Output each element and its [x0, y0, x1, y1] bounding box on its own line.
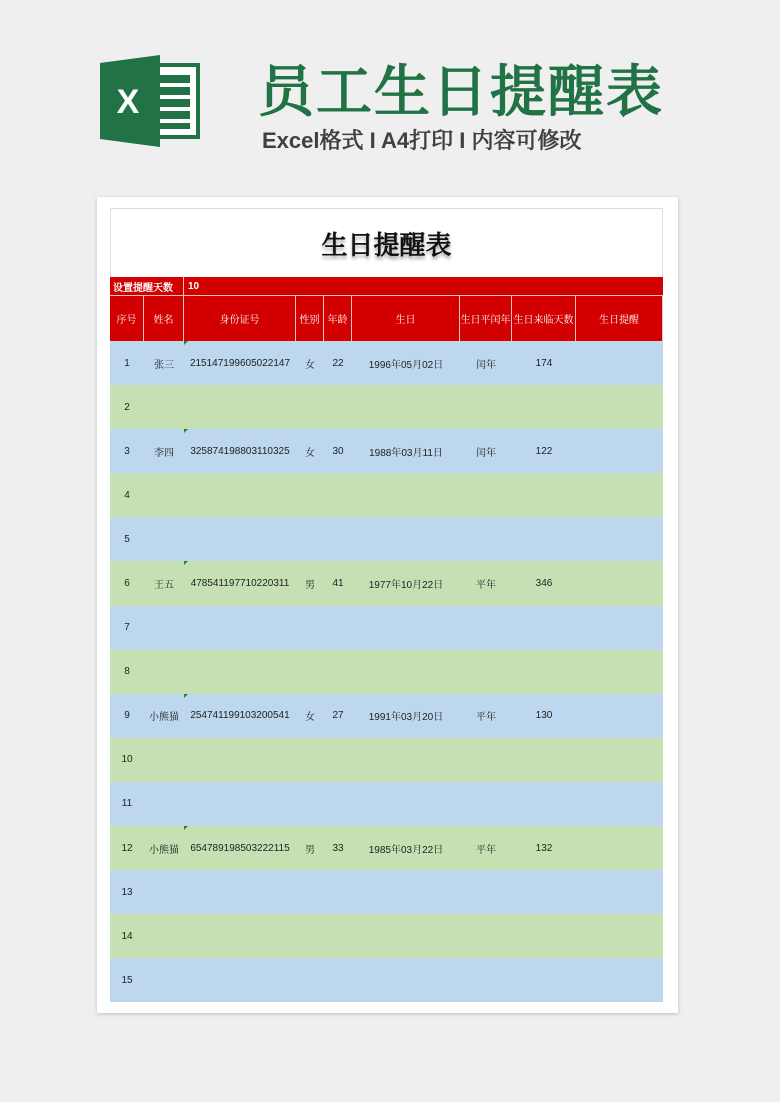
cell-birthday[interactable]: [352, 561, 460, 605]
cell-leap[interactable]: [460, 473, 512, 517]
table-body: [110, 341, 663, 1002]
cell-age[interactable]: [324, 958, 352, 1002]
cell-sex[interactable]: [296, 341, 324, 385]
cell-sex[interactable]: [296, 826, 324, 870]
cell-leap[interactable]: [460, 738, 512, 782]
cell-days[interactable]: [512, 429, 576, 473]
cell-leap[interactable]: [460, 914, 512, 958]
cell-days[interactable]: [512, 473, 576, 517]
cell-birthday[interactable]: [352, 606, 460, 650]
cell-no[interactable]: [110, 429, 144, 473]
table-row: [110, 341, 663, 385]
cell-text: 11: [121, 798, 133, 810]
cell-remind[interactable]: [576, 958, 663, 1002]
cell-name[interactable]: [144, 341, 184, 385]
cell-birthday[interactable]: [352, 341, 460, 385]
cell-remind[interactable]: [576, 738, 663, 782]
cell-no[interactable]: [110, 914, 144, 958]
table-row: [110, 826, 663, 870]
cell-text: 5: [124, 533, 130, 545]
cell-no[interactable]: [110, 694, 144, 738]
cell-age[interactable]: [324, 650, 352, 694]
table-row: [110, 782, 663, 826]
cell-name[interactable]: [144, 517, 184, 561]
cell-remind[interactable]: [576, 341, 663, 385]
cell-text: 男: [305, 580, 315, 592]
cell-text: 1977年10月22日: [368, 580, 444, 592]
cell-no[interactable]: [110, 958, 144, 1002]
cell-sex[interactable]: [296, 870, 324, 914]
cell-id[interactable]: [184, 429, 296, 473]
cell-days[interactable]: [512, 738, 576, 782]
cell-text: 闰年: [476, 447, 496, 459]
cell-sex[interactable]: [296, 606, 324, 650]
sheet-title: 生日提醒表: [110, 208, 663, 277]
cell-text: 30: [332, 445, 344, 457]
cell-sex[interactable]: [296, 914, 324, 958]
cell-days[interactable]: [512, 870, 576, 914]
cell-age[interactable]: [324, 473, 352, 517]
column-header: 生日来临天数: [512, 296, 576, 341]
cell-remind[interactable]: [576, 517, 663, 561]
cell-age[interactable]: [324, 782, 352, 826]
cell-age[interactable]: [324, 385, 352, 429]
table-row: [110, 561, 663, 605]
cell-text: 平年: [476, 844, 496, 856]
cell-leap[interactable]: [460, 341, 512, 385]
spreadsheet-preview: [97, 197, 678, 1013]
cell-text: 平年: [476, 580, 496, 592]
cell-leap[interactable]: [460, 650, 512, 694]
cell-text: 2: [124, 401, 130, 413]
cell-sex[interactable]: [296, 473, 324, 517]
cell-text: 9: [124, 710, 130, 722]
cell-leap[interactable]: [460, 385, 512, 429]
cell-text: 1988年03月11日: [369, 447, 443, 459]
cell-birthday[interactable]: [352, 738, 460, 782]
cell-no[interactable]: [110, 606, 144, 650]
cell-remind[interactable]: [576, 606, 663, 650]
cell-text: 215147199605022147: [189, 357, 291, 369]
cell-sex[interactable]: [296, 738, 324, 782]
cell-text: 174: [535, 357, 553, 369]
cell-text: 22: [332, 357, 344, 369]
cell-days[interactable]: [512, 341, 576, 385]
cell-remind[interactable]: [576, 694, 663, 738]
column-header: 年龄: [324, 296, 352, 341]
table-row: [110, 429, 663, 473]
cell-id[interactable]: [184, 826, 296, 870]
cell-id[interactable]: [184, 517, 296, 561]
cell-text: 闰年: [476, 359, 496, 371]
cell-text: 478541197710220311: [190, 578, 290, 590]
cell-age[interactable]: [324, 826, 352, 870]
cell-text: 8: [124, 666, 130, 678]
cell-text: 654789198503222115: [190, 842, 290, 854]
cell-id[interactable]: [184, 473, 296, 517]
cell-sex[interactable]: [296, 429, 324, 473]
cell-birthday[interactable]: [352, 870, 460, 914]
cell-no[interactable]: [110, 782, 144, 826]
cell-age[interactable]: [324, 694, 352, 738]
cell-remind[interactable]: [576, 473, 663, 517]
cell-text: 6: [124, 578, 130, 590]
cell-no[interactable]: [110, 826, 144, 870]
cell-no[interactable]: [110, 650, 144, 694]
cell-age[interactable]: [324, 341, 352, 385]
comment-marker-icon: [184, 561, 188, 565]
cell-days[interactable]: [512, 914, 576, 958]
cell-remind[interactable]: [576, 429, 663, 473]
cell-text: 平年: [476, 712, 496, 724]
cell-leap[interactable]: [460, 826, 512, 870]
cell-text: 33: [332, 842, 344, 854]
cell-leap[interactable]: [460, 517, 512, 561]
cell-days[interactable]: [512, 826, 576, 870]
cell-no[interactable]: [110, 385, 144, 429]
cell-sex[interactable]: [296, 385, 324, 429]
cell-id[interactable]: [184, 341, 296, 385]
cell-days[interactable]: [512, 694, 576, 738]
comment-marker-icon: [184, 694, 188, 698]
cell-text: 李四: [154, 447, 174, 459]
cell-sex[interactable]: [296, 561, 324, 605]
cell-name[interactable]: [144, 561, 184, 605]
cell-name[interactable]: [144, 782, 184, 826]
cell-text: 27: [332, 710, 344, 722]
cell-id[interactable]: [184, 694, 296, 738]
cell-name[interactable]: [144, 385, 184, 429]
cell-text: 女: [305, 447, 315, 459]
cell-remind[interactable]: [576, 914, 663, 958]
cell-remind[interactable]: [576, 870, 663, 914]
table-row: [110, 958, 663, 1002]
cell-remind[interactable]: [576, 782, 663, 826]
cell-text: 15: [121, 974, 133, 986]
page-title: 员工生日提醒表: [258, 60, 664, 123]
cell-text: 130: [535, 710, 553, 722]
table-row: [110, 473, 663, 517]
table-row: [110, 914, 663, 958]
cell-no[interactable]: [110, 341, 144, 385]
spreadsheet: [110, 208, 663, 1002]
cell-text: 14: [121, 930, 133, 942]
column-header: 生日: [352, 296, 460, 341]
cell-birthday[interactable]: [352, 914, 460, 958]
cell-text: 1985年03月22日: [368, 844, 444, 856]
column-header: 生日平闰年: [460, 296, 512, 341]
cell-days[interactable]: [512, 782, 576, 826]
cell-text: 3: [124, 445, 130, 457]
cell-no[interactable]: [110, 561, 144, 605]
cell-text: 12: [121, 842, 133, 854]
cell-age[interactable]: [324, 914, 352, 958]
cell-birthday[interactable]: [352, 385, 460, 429]
cell-age[interactable]: [324, 870, 352, 914]
cell-id[interactable]: [184, 385, 296, 429]
cell-id[interactable]: [184, 650, 296, 694]
cell-sex[interactable]: [296, 782, 324, 826]
cell-name[interactable]: [144, 870, 184, 914]
cell-text: 13: [121, 886, 133, 898]
cell-text: 男: [305, 844, 315, 856]
cell-text: 1: [124, 357, 130, 369]
cell-days[interactable]: [512, 385, 576, 429]
cell-id[interactable]: [184, 914, 296, 958]
cell-name[interactable]: [144, 473, 184, 517]
cell-text: 王五: [154, 580, 174, 592]
cell-id[interactable]: [184, 782, 296, 826]
cell-no[interactable]: [110, 870, 144, 914]
cell-leap[interactable]: [460, 429, 512, 473]
cell-days[interactable]: [512, 606, 576, 650]
table-row: [110, 738, 663, 782]
table-header: [110, 295, 663, 341]
cell-name[interactable]: [144, 914, 184, 958]
cell-text: 女: [305, 712, 315, 724]
table-row: [110, 606, 663, 650]
cell-name[interactable]: [144, 650, 184, 694]
cell-id[interactable]: [184, 870, 296, 914]
cell-name[interactable]: [144, 606, 184, 650]
comment-marker-icon: [184, 341, 188, 345]
cell-days[interactable]: [512, 958, 576, 1002]
cell-text: 小熊猫: [149, 844, 179, 856]
cell-leap[interactable]: [460, 606, 512, 650]
cell-birthday[interactable]: [352, 958, 460, 1002]
cell-birthday[interactable]: [352, 429, 460, 473]
cell-days[interactable]: [512, 650, 576, 694]
cell-sex[interactable]: [296, 958, 324, 1002]
cell-text: 325874198803110325: [190, 445, 290, 457]
table-row: [110, 650, 663, 694]
cell-text: 41: [332, 578, 344, 590]
cell-text: 张三: [154, 359, 174, 371]
cell-name[interactable]: [144, 958, 184, 1002]
cell-birthday[interactable]: [352, 517, 460, 561]
cell-id[interactable]: [184, 958, 296, 1002]
cell-text: 132: [535, 842, 553, 854]
cell-sex[interactable]: [296, 517, 324, 561]
cell-text: 女: [305, 359, 315, 371]
cell-leap[interactable]: [460, 870, 512, 914]
cell-sex[interactable]: [296, 650, 324, 694]
cell-id[interactable]: [184, 738, 296, 782]
cell-no[interactable]: [110, 517, 144, 561]
cell-id[interactable]: [184, 561, 296, 605]
column-header: 身份证号: [184, 296, 296, 341]
cell-age[interactable]: [324, 561, 352, 605]
cell-text: 122: [535, 445, 553, 457]
column-header: 生日提醒: [576, 296, 663, 341]
cell-birthday[interactable]: [352, 473, 460, 517]
table-row: [110, 517, 663, 561]
cell-leap[interactable]: [460, 694, 512, 738]
excel-logo-icon: [100, 55, 200, 147]
cell-remind[interactable]: [576, 385, 663, 429]
cell-birthday[interactable]: [352, 826, 460, 870]
cell-name[interactable]: [144, 826, 184, 870]
column-header: 性别: [296, 296, 324, 341]
cell-name[interactable]: [144, 429, 184, 473]
comment-marker-icon: [184, 429, 188, 433]
cell-leap[interactable]: [460, 561, 512, 605]
cell-text: 4: [124, 489, 130, 501]
cell-age[interactable]: [324, 606, 352, 650]
cell-text: 1991年03月20日: [368, 712, 444, 724]
cell-remind[interactable]: [576, 561, 663, 605]
cell-remind[interactable]: [576, 826, 663, 870]
reminder-setting-row: [110, 277, 663, 295]
cell-text: 346: [535, 578, 553, 590]
cell-age[interactable]: [324, 738, 352, 782]
cell-id[interactable]: [184, 606, 296, 650]
cell-name[interactable]: [144, 738, 184, 782]
setting-value[interactable]: 10: [188, 280, 200, 292]
table-row: [110, 385, 663, 429]
cell-birthday[interactable]: [352, 782, 460, 826]
table-row: [110, 694, 663, 738]
page-subtitle: Excel格式 I A4打印 I 内容可修改: [262, 128, 582, 153]
cell-text: 254741199103200541: [190, 710, 290, 722]
cell-text: 小熊猫: [149, 712, 179, 724]
logo-letter: X: [116, 83, 140, 121]
cell-leap[interactable]: [460, 782, 512, 826]
cell-text: 10: [121, 754, 133, 766]
cell-remind[interactable]: [576, 650, 663, 694]
cell-name[interactable]: [144, 694, 184, 738]
cell-sex[interactable]: [296, 694, 324, 738]
cell-days[interactable]: [512, 517, 576, 561]
column-header: 序号: [110, 296, 144, 341]
cell-text: 7: [124, 622, 130, 634]
column-header: 姓名: [144, 296, 184, 341]
cell-birthday[interactable]: [352, 694, 460, 738]
cell-no[interactable]: [110, 473, 144, 517]
cell-age[interactable]: [324, 517, 352, 561]
setting-label: 设置提醒天数: [110, 277, 184, 295]
cell-text: 1996年05月02日: [368, 359, 444, 371]
table-row: [110, 870, 663, 914]
comment-marker-icon: [184, 826, 188, 830]
cell-age[interactable]: [324, 429, 352, 473]
cell-birthday[interactable]: [352, 650, 460, 694]
cell-days[interactable]: [512, 561, 576, 605]
cell-no[interactable]: [110, 738, 144, 782]
cell-leap[interactable]: [460, 958, 512, 1002]
